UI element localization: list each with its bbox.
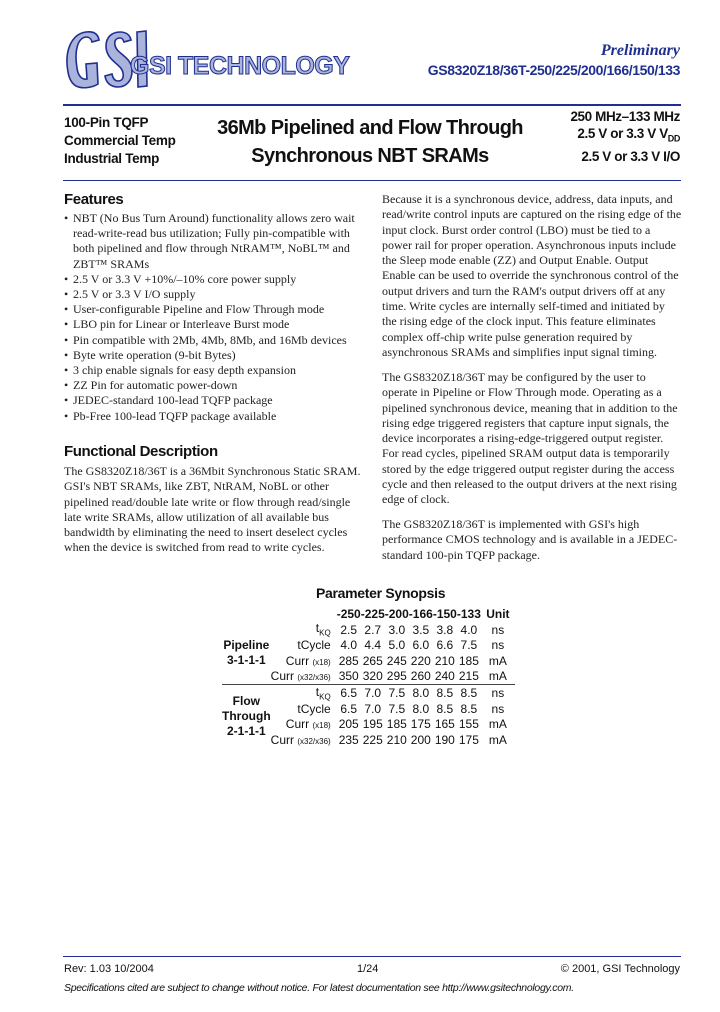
features-list (64, 211, 364, 424)
table-cell: 4.4 (364, 638, 382, 653)
table-cell: 245 (386, 653, 407, 668)
mode-label-line: 3-1-1-1 (226, 652, 266, 667)
table-cell: 8.5 (457, 684, 481, 701)
feature-item: • 2.5 V or 3.3 V I/O supply (64, 287, 364, 302)
unit-cell: ns (491, 622, 505, 637)
package-info (64, 114, 176, 168)
table-cell: 8.0 (412, 702, 430, 717)
column-header: -250 (336, 606, 361, 621)
footer-divider (63, 956, 681, 957)
page-number: 1/24 (357, 963, 379, 975)
table-cell: 7.5 (460, 638, 478, 653)
parameter-name (271, 638, 337, 653)
parameter-name (271, 621, 337, 637)
table-row (222, 621, 515, 637)
table-cell: 165 (434, 717, 455, 732)
table-header-row (222, 606, 515, 621)
table-cell: 6.6 (436, 638, 454, 653)
unit-cell: mA (488, 669, 507, 684)
unit-cell: ns (491, 702, 505, 717)
vdd-subscript: DD (667, 133, 680, 144)
features-heading: Features (64, 191, 124, 208)
package-line: Industrial Temp (64, 151, 160, 166)
table-cell: 240 (434, 669, 455, 684)
parameter-synopsis-table (222, 606, 515, 748)
unit-cell: mA (488, 732, 507, 747)
functional-description-heading: Functional Description (64, 443, 218, 460)
vdd-value: 2.5 V or 3.3 V (577, 126, 656, 141)
feature-item: • Pb-Free 100-lead TQFP package available (64, 409, 364, 424)
part-number: GS8320Z18/36T-250/225/200/166/150/133 (427, 62, 680, 78)
feature-item: • NBT (No Bus Turn Around) functionality allows zero wait read-write-read bus utilization; Fully pin-compatible with both pipelined and flow through NtRAM™, NoBL™ and ZBT™ SRAMs (64, 211, 364, 272)
parameter-name (271, 684, 337, 701)
column-header: Unit (486, 606, 510, 621)
table-cell: 6.0 (412, 638, 430, 653)
feature-item: • Pin compatible with 2Mb, 4Mb, 8Mb, and 16Mb devices (64, 333, 364, 348)
parameter-name (271, 653, 337, 668)
overview-paragraph: Because it is a synchronous device, address, data inputs, and read/write control inputs are captured on the rising edge of the input clock. Burst order control (LBO) must be tied to a power rail for proper operation. Asynchronous inputs include the Sleep mode enable (ZZ) and Output Enable. Output Enable can be used to override the synchronous control of the output drivers and turn the RAM's output drivers off at any time. Write cycles are internally self-timed and initiated by the rising edge of the clock input. This feature eliminates complex off-chip write pulse generation required by asynchronous SRAMs and simplifies input signal timing. (382, 192, 682, 359)
title-line: 36Mb Pipelined and Flow Through (217, 117, 523, 139)
parameter-symbol: tCycle (297, 638, 331, 653)
gsi-logo (64, 26, 350, 101)
table-cell: 8.5 (460, 702, 478, 717)
feature-item: • User-configurable Pipeline and Flow Through mode (64, 302, 364, 317)
table-cell: 2.5 (340, 622, 358, 637)
table-cell: 7.5 (388, 702, 406, 717)
table-cell: 3.0 (388, 622, 406, 637)
table-cell: 215 (458, 669, 479, 684)
column-header: -133 (456, 606, 481, 621)
package-line: 100-Pin TQFP (64, 115, 149, 130)
table-cell: 6.5 (337, 684, 361, 701)
parameter-subscript: KQ (319, 692, 331, 702)
table-cell: 185 (458, 653, 479, 668)
table-cell: 175 (410, 717, 431, 732)
unit-cell: ns (481, 684, 515, 701)
disclaimer: Specifications cited are subject to change without notice. For latest documentation see http://www.gsitechnology.com. (64, 982, 574, 994)
package-line: Commercial Temp (64, 133, 176, 148)
feature-item: • 3 chip enable signals for easy depth expansion (64, 363, 364, 378)
table-cell: 8.5 (436, 702, 454, 717)
unit-cell: mA (488, 653, 507, 668)
preliminary-label: Preliminary (600, 42, 680, 59)
table-cell: 190 (434, 732, 455, 747)
header-divider (63, 104, 681, 106)
parameter-note: (x32/x36) (297, 673, 331, 683)
functional-description-text: The GS8320Z18/36T is a 36Mbit Synchronous Static SRAM. GSI's NBT SRAMs, like ZBT, NtRAM, NoBL or other pipelined read/double late write or flow through read/single late write SRAMs, allow utilization of all available bus bandwidth by eliminating the need to insert deselect cycles when the device is switched from read to write cycles. (64, 464, 361, 555)
parameter-name (271, 701, 337, 716)
title-divider (63, 180, 681, 181)
table-cell: 7.5 (385, 684, 409, 701)
revision: Rev: 1.03 10/2004 (64, 963, 154, 975)
parameter-name (271, 669, 337, 685)
parameter-symbol: Curr (270, 732, 294, 747)
table-cell: 225 (362, 732, 383, 747)
table-row (222, 684, 515, 701)
table-cell: 7.0 (361, 684, 385, 701)
table-cell: 7.0 (364, 702, 382, 717)
table-cell: 4.0 (460, 622, 478, 637)
parameter-subscript: KQ (319, 628, 331, 638)
table-cell: 3.8 (436, 622, 454, 637)
column-header: -150 (432, 606, 457, 621)
table-cell: 8.5 (433, 684, 457, 701)
table-cell: 195 (362, 717, 383, 732)
table-cell: 175 (458, 732, 479, 747)
table-cell: 3.5 (412, 622, 430, 637)
parameter-symbol: t (315, 684, 320, 699)
parameter-note: (x18) (312, 657, 331, 667)
table-cell: 8.0 (409, 684, 433, 701)
mode-label-line: 2-1-1-1 (226, 723, 266, 738)
table-cell: 265 (362, 653, 383, 668)
table-cell: 200 (410, 732, 431, 747)
table-cell: 6.5 (340, 702, 358, 717)
column-header: -225 (360, 606, 385, 621)
feature-item: • ZZ Pin for automatic power-down (64, 378, 364, 393)
parameter-symbol: Curr (285, 653, 310, 668)
feature-item: • Byte write operation (9-bit Bytes) (64, 348, 364, 363)
feature-item: • JEDEC-standard 100-lead TQFP package (64, 393, 364, 408)
table-cell: 210 (386, 732, 407, 747)
parameter-symbol: t (315, 621, 320, 636)
table-cell: 205 (338, 717, 359, 732)
column-header: -200 (384, 606, 409, 621)
unit-cell: ns (491, 638, 505, 653)
table-cell: 220 (410, 653, 431, 668)
pipeline-mode-label (222, 621, 271, 684)
flow-through-mode-label (222, 684, 271, 747)
parameter-name (271, 732, 337, 747)
unit-cell: mA (488, 717, 507, 732)
table-cell: 235 (338, 732, 359, 747)
table-cell: 350 (338, 669, 359, 684)
table-cell: 2.7 (364, 622, 382, 637)
table-cell: 5.0 (388, 638, 406, 653)
column-header: -166 (408, 606, 433, 621)
vdd-spec (570, 125, 680, 148)
mode-paragraph: The GS8320Z18/36T may be configured by the user to operate in Pipeline or Flow Through mode. Operating as a pipelined synchronous device, meaning that in addition to the rising edge triggered registers that capture input signals, the device incorporates a rising-edge-triggered output register. For read cycles, pipelined SRAM output data is temporarily stored by the edge triggered output register during the access cycle and then released to the output drivers at the next rising edge of clock. (382, 370, 678, 507)
mode-label-line: Pipeline (223, 637, 270, 652)
mode-label-line: Through (222, 708, 271, 723)
feature-item: • 2.5 V or 3.3 V +10%/–10% core power supply (64, 272, 364, 287)
table-cell: 285 (338, 653, 359, 668)
parameter-symbol: Curr (285, 717, 310, 732)
parameter-note: (x32/x36) (297, 736, 331, 746)
table-cell: 320 (362, 669, 383, 684)
logo-wordmark: GSI TECHNOLOGY (130, 52, 350, 80)
table-cell: 260 (410, 669, 431, 684)
vdd-prefix: V (659, 126, 668, 141)
io-spec: 2.5 V or 3.3 V I/O (581, 148, 680, 164)
parameter-note: (x18) (312, 721, 331, 731)
table-cell: 4.0 (340, 638, 358, 653)
parameter-symbol: tCycle (297, 702, 331, 717)
table-cell: 155 (458, 717, 479, 732)
title-line: Synchronous NBT SRAMs (251, 145, 489, 167)
table-cell: 210 (434, 653, 455, 668)
parameter-synopsis-title: Parameter Synopsis (316, 585, 446, 601)
mode-label-line: Flow (232, 693, 260, 708)
parameter-symbol: Curr (270, 669, 294, 684)
table-cell: 295 (386, 669, 407, 684)
table-body (222, 621, 515, 747)
copyright: © 2001, GSI Technology (560, 963, 680, 975)
technology-paragraph: The GS8320Z18/36T is implemented with GSI's high performance CMOS technology and is available in a JEDEC-standard 100-pin TQFP package. (382, 517, 678, 562)
table-cell: 185 (386, 717, 407, 732)
frequency-range: 250 MHz–133 MHz (570, 109, 680, 124)
document-title (188, 114, 552, 170)
parameter-name (271, 717, 337, 732)
feature-item: • LBO pin for Linear or Interleave Burst mode (64, 317, 364, 332)
spec-summary (570, 108, 680, 165)
